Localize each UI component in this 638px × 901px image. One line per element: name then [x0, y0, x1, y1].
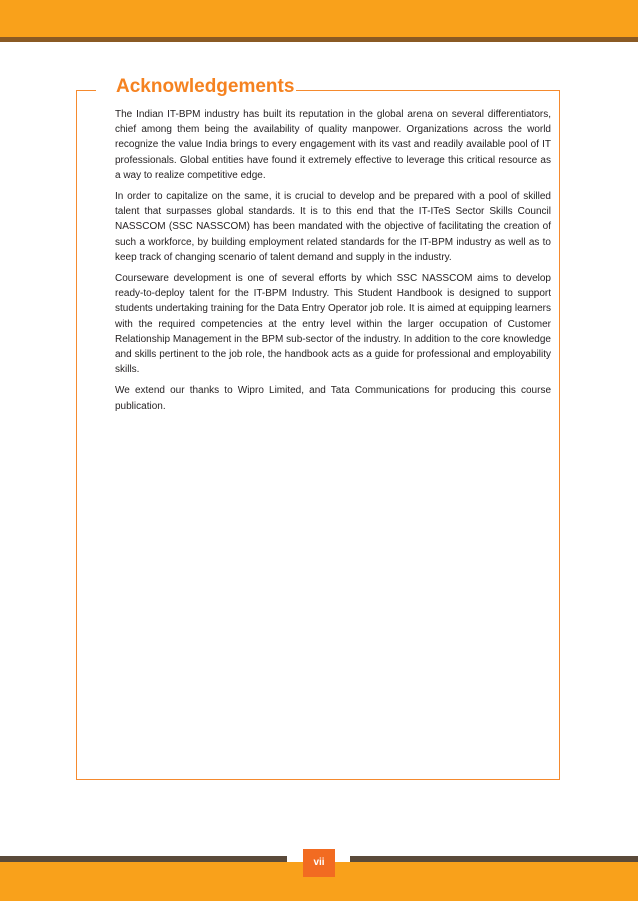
body-text: [115, 107, 551, 420]
page-number: vii: [303, 849, 335, 877]
header-rule: [0, 37, 638, 42]
paragraph-2: In order to capitalize on the same, it is crucial to develop and be prepared with a pool of skilled talent that surpasses global standards. It is to this end that the IT-ITeS Sector Skills Council NASSCOM (SSC NASSCOM) has been mandated with the objective of facilitating the creation of such a workforce, by building employment related standards for the IT-BPM industry as well as to keep track of changing scenario of talent demand and supply in the industry.: [115, 191, 551, 263]
paragraph-1: The Indian IT-BPM industry has built its reputation in the global arena on several differentiators, chief among them being the availability of quality manpower. Organizations across the world recognize the value India brings to every engagement with its vast and readily available pool of IT professionals. Global entities have found it extremely effective to leverage this critical resource as a way to realize competitive edge.: [115, 109, 551, 181]
page-title: Acknowledgements: [116, 76, 295, 97]
paragraph-3: Courseware development is one of several efforts by which SSC NASSCOM aims to develop ready-to-deploy talent for the IT-BPM Industry. This Student Handbook is designed to support students undertaking training for the Data Entry Operator job role. It is aimed at equipping learners with the required competencies at the entry level within the larger occupation of Customer Relationship Management in the BPM sub-sector of the industry. In addition to the core knowledge and skills pertinent to the job role, the handbook acts as a guide for professional and employability skills.: [115, 273, 551, 376]
paragraph-4: We extend our thanks to Wipro Limited, and Tata Communications for producing this course publication.: [115, 385, 551, 412]
header-band: [0, 0, 638, 37]
